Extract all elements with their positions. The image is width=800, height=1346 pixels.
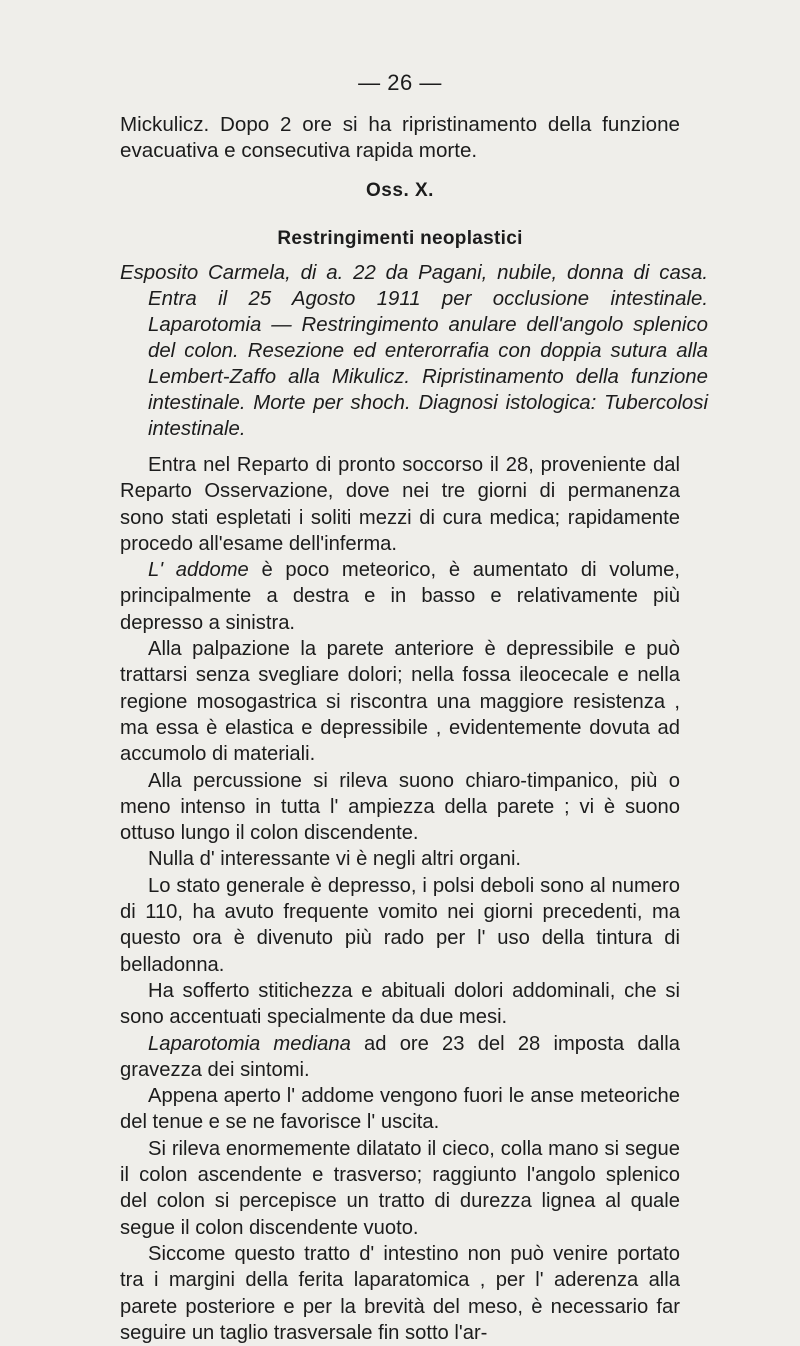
summary-text: Esposito Carmela, di a. 22 da Pagani, nubile, donna di casa. Entra il 25 Agosto 1911 per occlusione intestinale. Laparotomia — Restringimento anulare dell'angolo splenico del colon. Resezione ed enterorrafia con doppia sutura alla Lembert-Zaffo alla Mikulicz. Ripristinamento della funzione intestinale. Morte per shoch. Diagnosi istologica: Tubercolosi intestinale. [120, 262, 708, 440]
emphasis: Laparotomia mediana [148, 1032, 351, 1055]
paragraph: L' addome è poco meteorico, è aumentato di volume, principalmente a destra e in basso e relativamente più depresso a sinistra. [120, 559, 680, 634]
paragraph: Lo stato generale è depresso, i polsi deboli sono al numero di 110, ha avuto frequente vomito nei giorni precedenti, ma questo ora è divenuto più rado per l' uso della tintura di belladonna. [120, 874, 680, 976]
paragraph: Si rileva enormemente dilatato il cieco, colla mano si segue il colon ascendente e trasverso; raggiunto l'angolo splenico del colon si percepisce un tratto di durezza lignea al quale segue il colon discendente vuoto. [120, 1137, 680, 1239]
paragraph: Entra nel Reparto di pronto soccorso il 28, proveniente dal Reparto Osservazione, dove nei tre giorni di permanenza sono stati espletati i soliti mezzi di cura medica; rapidamente procedo all'esame dell'inferma. [120, 454, 680, 555]
intro-text: Mickulicz. Dopo 2 ore si ha ripristinamento della funzione evacuativa e consecutiva rapida morte. [120, 113, 680, 162]
intro-paragraph [120, 112, 680, 164]
paragraph: Alla palpazione la parete anteriore è depressibile e può trattarsi senza svegliare dolori; nella fossa ileocecale e nella regione mosogastrica si riscontra una maggiore resistenza , ma essa è elastica e depressibile , evidentemente dovuta ad accumolo di materiali. [120, 638, 680, 766]
section-heading: Restringimenti neoplastici [277, 228, 523, 249]
case-body [120, 452, 680, 1346]
observation-heading: Oss. X. [366, 180, 434, 201]
case-summary [120, 260, 708, 442]
page-number: — 26 — [358, 70, 442, 95]
paragraph: Ha sofferto stitichezza e abituali dolori addominali, che si sono accentuati specialmente da due mesi. [120, 979, 680, 1029]
emphasis: L' addome [148, 559, 249, 582]
paragraph: Appena aperto l' addome vengono fuori le anse meteoriche del tenue e se ne favorisce l' uscita. [120, 1085, 680, 1134]
paragraph: Laparotomia mediana ad ore 23 del 28 imposta dalla gravezza dei sintomi. [120, 1032, 680, 1081]
paragraph: Alla percussione si rileva suono chiaro-timpanico, più o meno intenso in tutta l' ampiezza della parete ; vi è suono ottuso lungo il colon discendente. [120, 769, 680, 845]
paragraph: Nulla d' interessante vi è negli altri organi. [148, 848, 522, 871]
paragraph: Siccome questo tratto d' intestino non può venire portato tra i margini della ferita laparatomica , per l' aderenza alla parete posteriore e per la brevità del meso, è necessario far seguire un taglio trasversale fin sotto l'ar- [120, 1242, 680, 1344]
